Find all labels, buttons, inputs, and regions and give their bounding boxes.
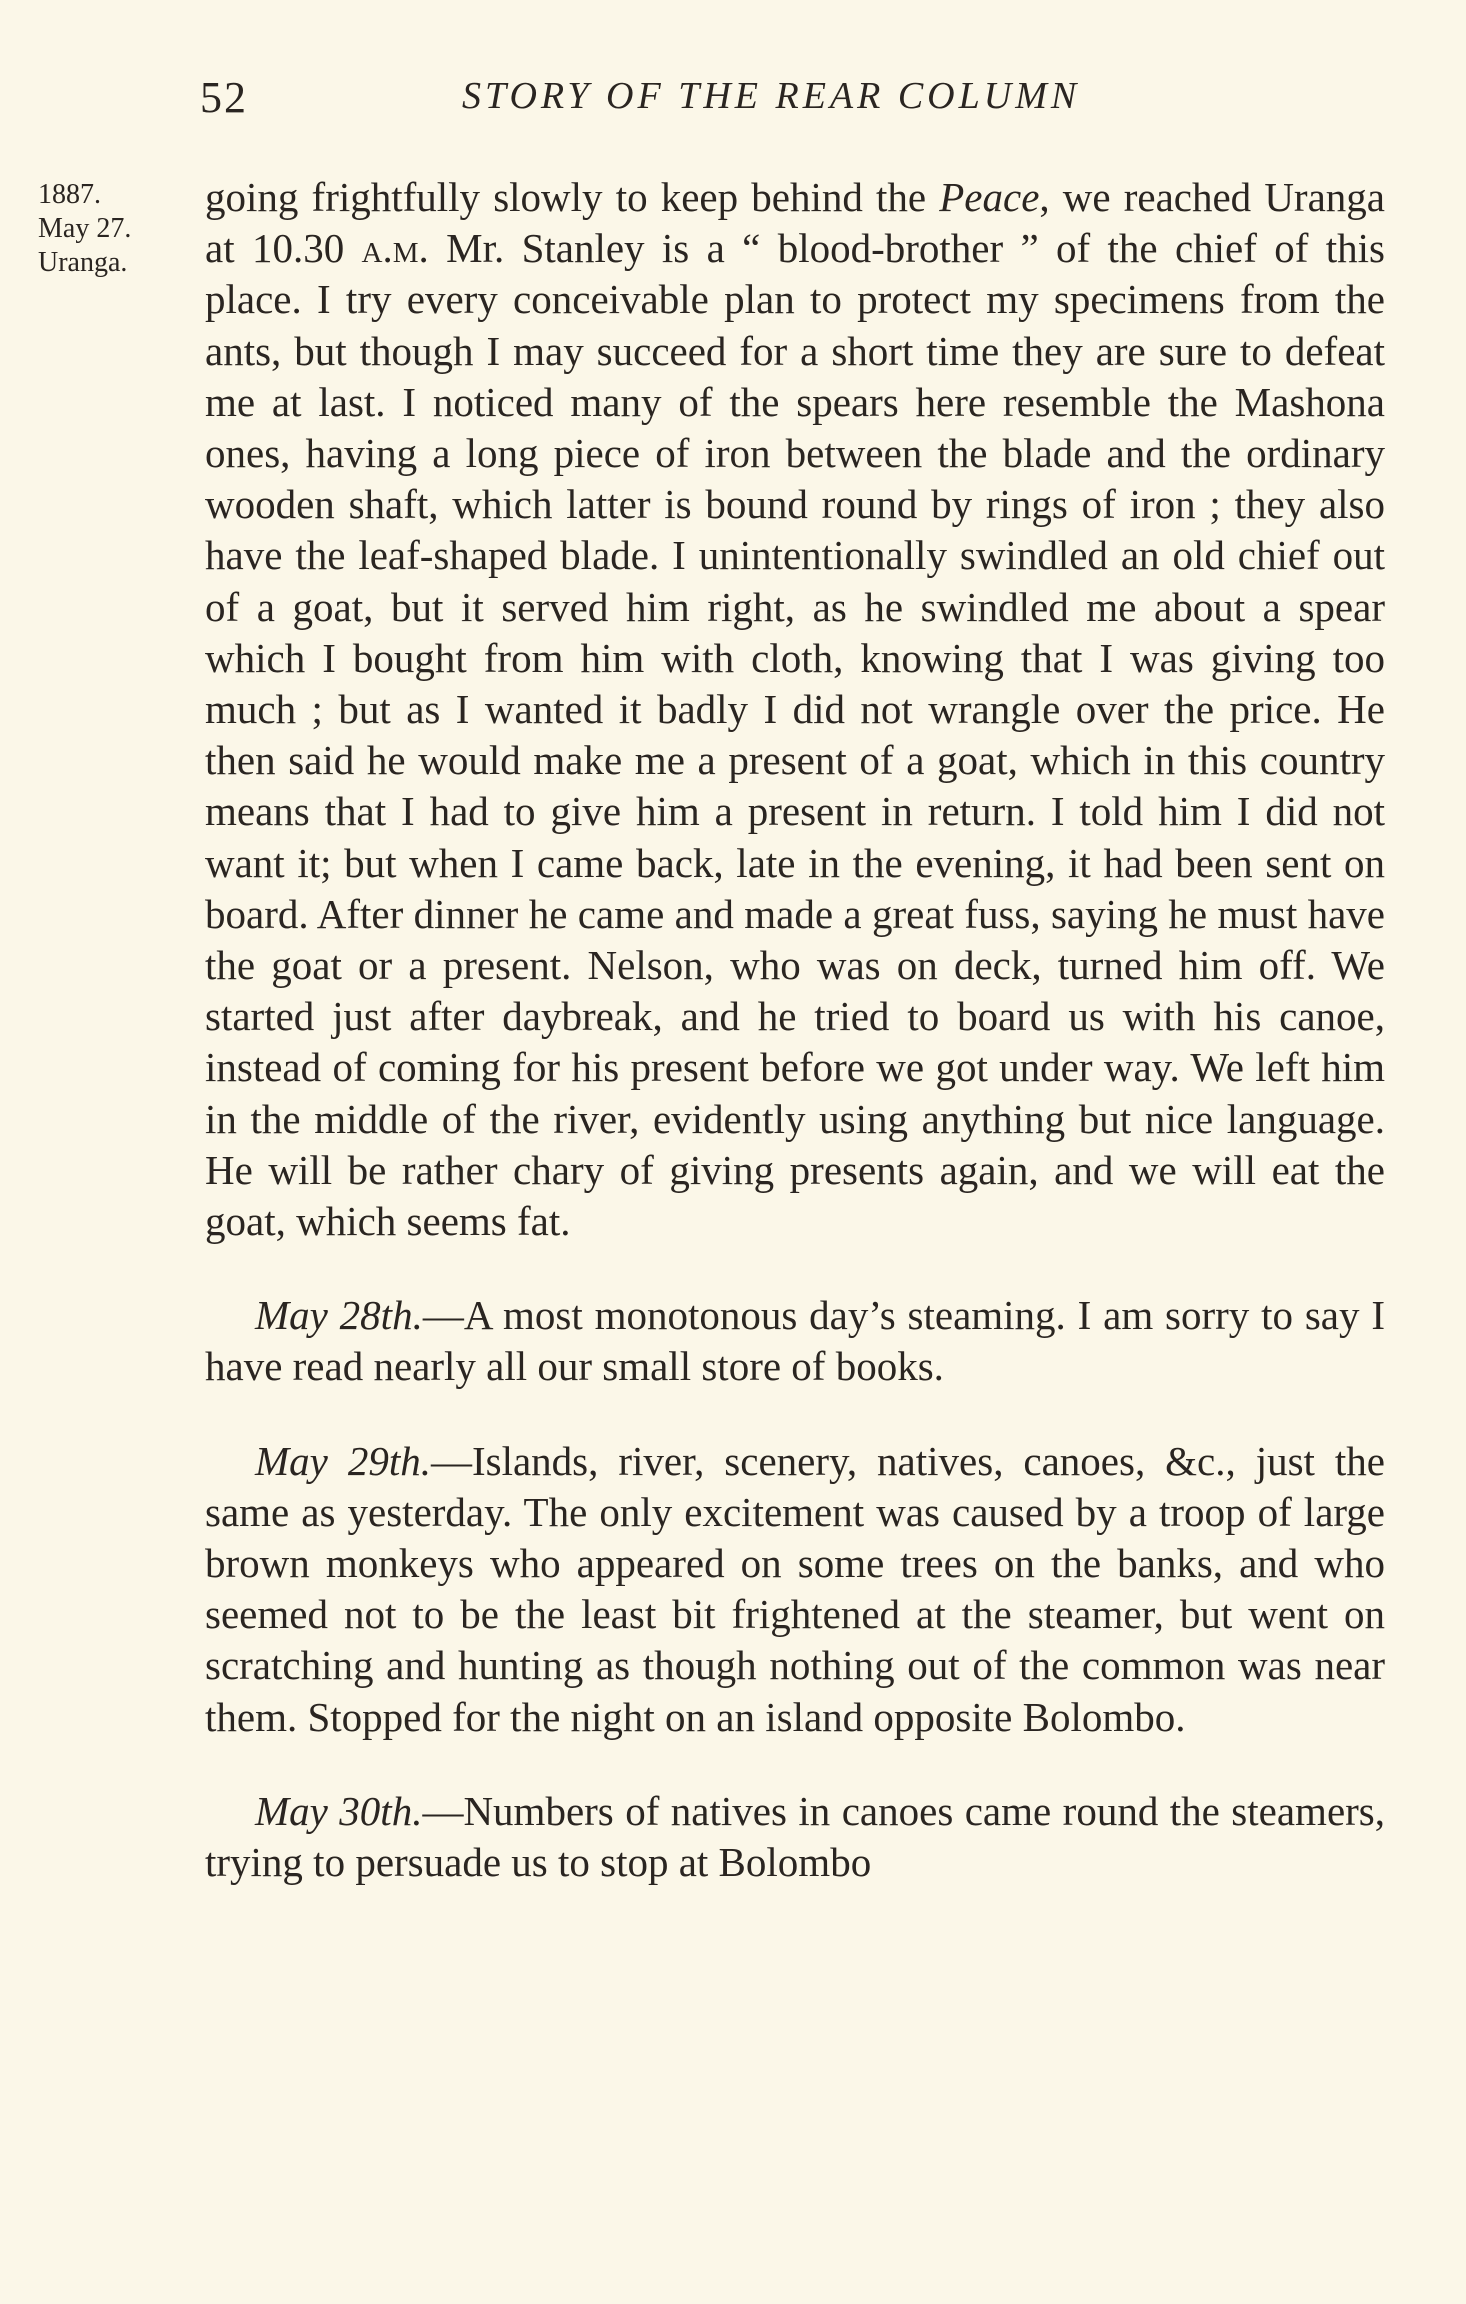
paragraph-may-29	[205, 1436, 1385, 1743]
entry-text: —Numbers of natives in canoes came round the steamers, trying to persuade us to stop at Bolombo	[205, 1787, 1386, 1886]
time-abbreviation: a.m.	[361, 225, 429, 272]
running-title: STORY OF THE REAR COLUMN	[462, 75, 1081, 117]
page-header	[200, 72, 1380, 132]
steamer-name-peace: Peace	[939, 174, 1040, 220]
page-number: 52	[200, 73, 248, 122]
paragraph-text: Mr. Stanley is a “ blood-brother ” of the chief of this place. I try every conceivable plan to protect my specimens from the ants, but though I may succeed for a short time they are sure to defeat me at last. I noticed many of the spears here resemble the Mashona ones, having a long piece of iron between the blade and the ordinary wooden shaft, which latter is bound round by rings of iron ; they also have the leaf-shaped blade. I unintentionally swindled an old chief out of a goat, but it served him right, as he swindled me about a spear which I bought from him with cloth, knowing that I was giving too much ; but as I wanted it badly I did not wrangle over the price. He then said he would make me a present of a goat, which in this country means that I had to give him a present in return. I told him I did not want it; but when I came back, late in the evening, it had been sent on board. After dinner he came and made a great fuss, saying he must have the goat or a present. Nelson, who was on deck, turned him off. We started just after daybreak, and he tried to board us with his canoe, instead of coming for his present before we got under way. We left him in the middle of the river, evidently using anything but nice language. He will be rather chary of giving presents again, and we will eat the goat, which seems fat.	[205, 225, 1386, 1245]
margin-note-place: Uranga.	[38, 247, 128, 278]
paragraph-may-28	[205, 1290, 1385, 1392]
paragraph-text: , we reached Uranga at 10.30	[205, 174, 1385, 272]
paragraph-may-27	[205, 172, 1385, 1247]
margin-note-year: 1887.	[38, 179, 101, 210]
entry-date: May 29th.	[255, 1437, 431, 1484]
margin-note-date: May 27.	[38, 213, 132, 244]
entry-text: —A most monotonous day’s steaming. I am sorry to say I have read nearly all our small store of books.	[205, 1292, 1385, 1390]
body-text	[205, 172, 1385, 1888]
entry-text: —Islands, river, scenery, natives, canoes, &c., just the same as yesterday. The only excitement was caused by a troop of large brown monkeys who appeared on some trees on the banks, and who seemed not to be the least bit frightened at the steamer, but went on scratching and hunting as though nothing out of the common was near them. Stopped for the night on an island opposite Bolombo.	[205, 1437, 1386, 1740]
paragraph-may-30	[205, 1786, 1385, 1888]
margin-note	[38, 178, 168, 280]
paragraph-text: going frightfully slowly to keep behind the	[205, 174, 940, 220]
entry-date: May 30th.	[255, 1787, 423, 1834]
entry-date: May 28th.	[255, 1292, 423, 1339]
